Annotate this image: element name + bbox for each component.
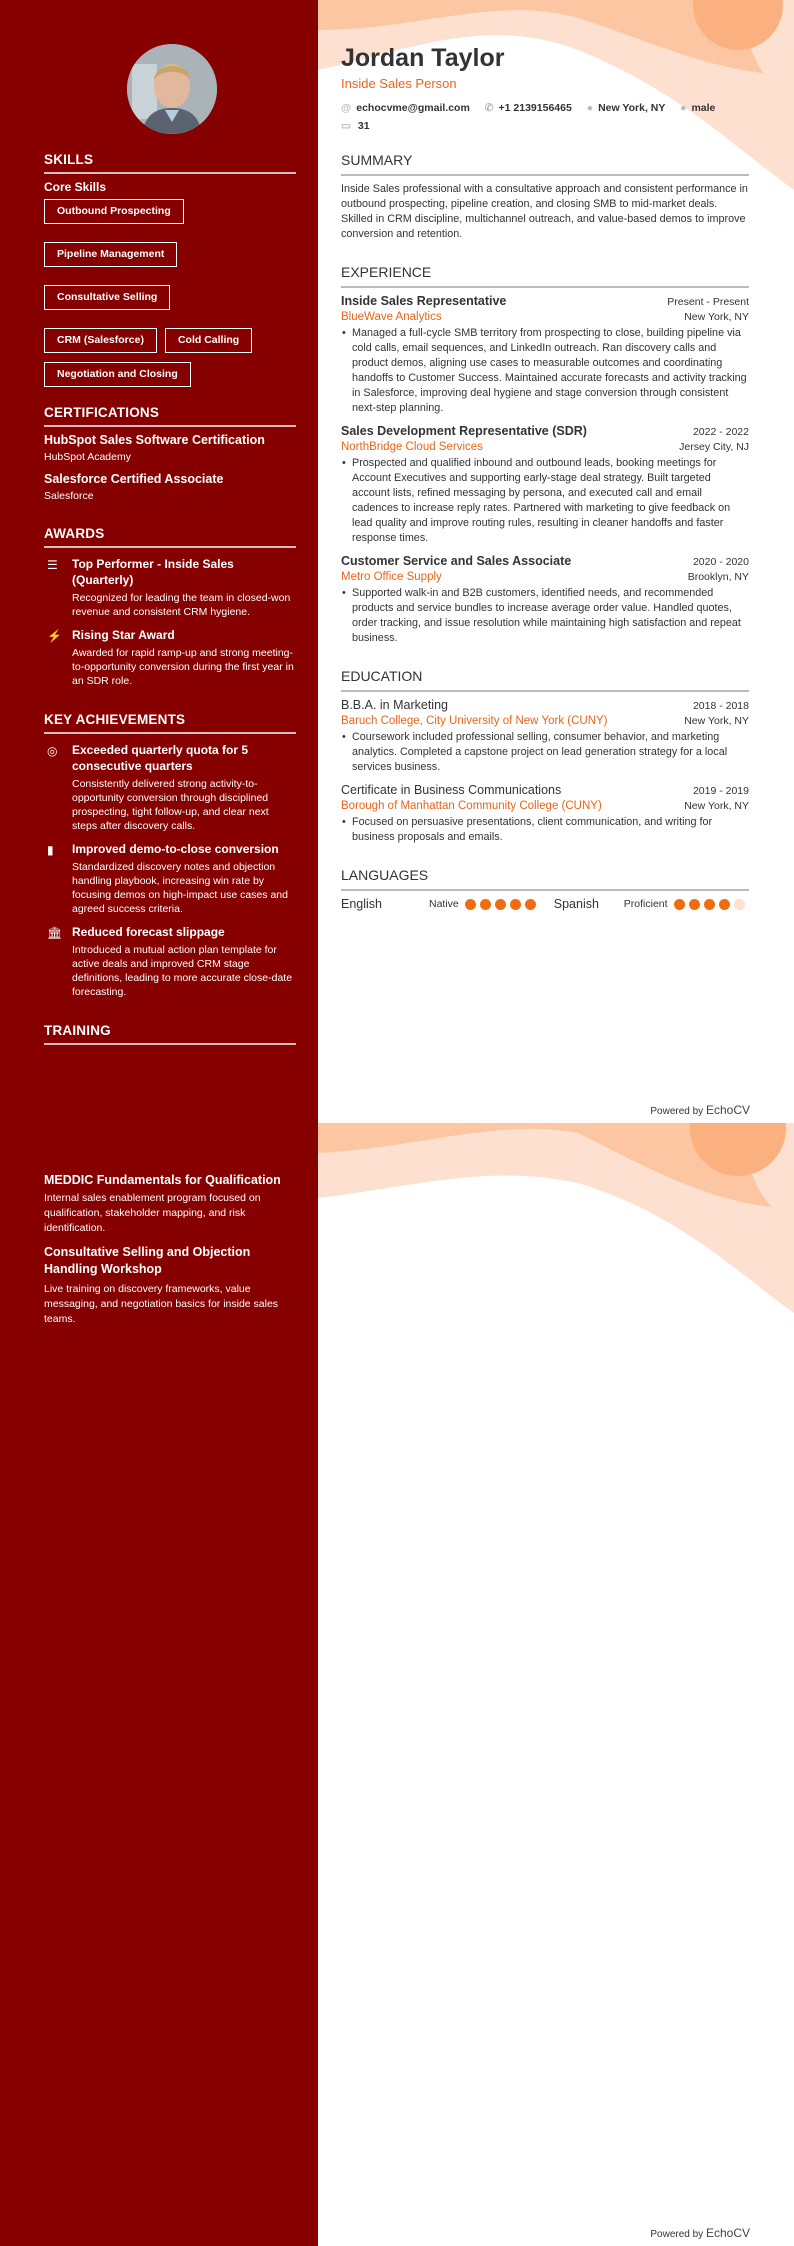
bank-icon: 🏛 (47, 926, 63, 940)
candidate-name: Jordan Taylor (341, 44, 505, 72)
rating-dot-filled (495, 899, 506, 910)
profile-photo (127, 44, 217, 134)
company-name: Metro Office Supply (341, 571, 442, 583)
gender: male (691, 102, 716, 114)
email-icon: @ (341, 102, 352, 114)
education-description: • Coursework included professional selling, consumer behavior, and marketing analytics. Completed a capstone project on lead generation strategy for a local services business. (341, 730, 749, 775)
award-title: Rising Star Award (72, 628, 175, 642)
training-heading: TRAINING (44, 1023, 296, 1045)
school-name: Baruch College, City University of New York (CUNY) (341, 715, 608, 727)
email[interactable]: echocvme@gmail.com (356, 102, 470, 114)
education-dates: 2018 - 2018 (692, 700, 749, 712)
rating-dot-filled (704, 899, 715, 910)
person-icon: ● (680, 102, 687, 114)
achievement-description: Introduced a mutual action plan template for active deals and improved CRM stage definitions, leading to more accurate close-date forecasting. (72, 944, 293, 998)
award-title: Top Performer - Inside Sales (Quarterly) (72, 557, 234, 587)
sidebar (0, 1123, 318, 2246)
training-title: Consultative Selling and Objection Handling Workshop (44, 1245, 251, 1276)
summary-heading: SUMMARY (341, 152, 749, 176)
job-location: Brooklyn, NY (687, 571, 749, 583)
sidebar (0, 0, 318, 1123)
achievement-item (44, 742, 296, 833)
skill-tag: Negotiation and Closing (44, 362, 191, 387)
awards-heading: AWARDS (44, 526, 296, 548)
training-description: Live training on discovery frameworks, value messaging, and negotiation basics for inside sales teams. (44, 1283, 279, 1325)
achievement-item (44, 924, 296, 999)
brand-link[interactable]: EchoCV (705, 1103, 750, 1117)
phone: +1 2139156465 (498, 102, 572, 114)
achievement-title: Reduced forecast slippage (72, 925, 225, 939)
degree: B.B.A. in Marketing (341, 698, 448, 712)
job-role: Customer Service and Sales Associate (341, 554, 572, 568)
certification-issuer: Salesforce (44, 490, 94, 502)
award-description: Recognized for leading the team in closed-won revenue and consistent CRM hygiene. (72, 592, 291, 618)
rating-dot-filled (480, 899, 491, 910)
experience-item (341, 294, 749, 416)
award-item (44, 556, 296, 619)
skills-section (44, 152, 296, 1051)
brand-link[interactable]: EchoCV (705, 2226, 750, 2240)
education-item (341, 698, 749, 775)
location: New York, NY (598, 102, 666, 114)
experience-item (341, 424, 749, 546)
powered-by-label: Powered by (650, 2229, 704, 2240)
skill-tag: CRM (Salesforce) (44, 328, 157, 353)
company-name: BlueWave Analytics (341, 311, 442, 323)
skill-tag: Cold Calling (165, 328, 252, 353)
certification-title: HubSpot Sales Software Certification (44, 433, 265, 447)
phone-icon: ✆ (484, 102, 494, 114)
education-item (341, 783, 749, 845)
job-description: • Managed a full-cycle SMB territory from prospecting to close, building pipeline via cold calls, email sequences, and LinkedIn outreach. Ran discovery calls and product demos, aligning use cases to measurable outcomes and coordinating handoffs to Customer Success. Maintained accurate forecasts and activity tracking in Salesforce, improving deal hygiene and stage conversion through consistent next-step planning. (341, 326, 749, 416)
age: 31 (357, 120, 370, 132)
rating-dot-filled (689, 899, 700, 910)
list-icon: ☰ (47, 558, 58, 572)
school-location: New York, NY (684, 800, 749, 812)
degree: Certificate in Business Communications (341, 783, 562, 797)
job-description: • Supported walk-in and B2B customers, identified needs, and recommended products and service bundles to increase average order value. Handled quotes, order tracking, and issue resolution while maintaining high satisfaction and repeat business. (341, 586, 749, 646)
location-icon: ● (586, 102, 594, 114)
languages-list (341, 897, 749, 911)
main-sections (341, 152, 749, 911)
certification-issuer: HubSpot Academy (44, 451, 131, 463)
achievement-description: Consistently delivered strong activity-to-opportunity conversion through disciplined prospecting, tight follow-up, and clear next steps after discovery calls. (72, 778, 269, 832)
powered-by-label: Powered by (650, 1106, 704, 1117)
rating-dot-filled (525, 899, 536, 910)
job-location: Jersey City, NJ (679, 441, 749, 453)
achievement-description: Standardized discovery notes and objection handling playbook, increasing win rate by focusing demos on high-impact use cases and agreed success criteria. (72, 861, 288, 915)
powered-by-footer (650, 2226, 750, 2240)
job-dates: 2020 - 2020 (692, 556, 749, 568)
target-icon: ◎ (47, 744, 58, 758)
school-name: Borough of Manhattan Community College (CUNY) (341, 800, 602, 812)
job-location: New York, NY (684, 311, 749, 323)
achievement-title: Improved demo-to-close conversion (72, 842, 279, 856)
language-name: English (341, 897, 382, 911)
achievement-item (44, 841, 296, 916)
training-title: MEDDIC Fundamentals for Qualification (44, 1173, 281, 1187)
languages-heading: LANGUAGES (341, 867, 749, 891)
achievement-title: Exceeded quarterly quota for 5 consecutive quarters (72, 743, 249, 773)
rating-dot-filled (510, 899, 521, 910)
language-name: Spanish (553, 897, 599, 911)
school-location: New York, NY (684, 715, 749, 727)
language-rating (465, 899, 536, 910)
language-level: Native (429, 898, 459, 910)
training-list (44, 1167, 296, 1327)
rating-dot-filled (465, 899, 476, 910)
resume-page-2 (0, 1123, 794, 2246)
rating-dot-empty (734, 899, 745, 910)
language-level: Proficient (623, 898, 668, 910)
rating-dot-filled (719, 899, 730, 910)
job-dates: Present - Present (667, 296, 749, 308)
experience-heading: EXPERIENCE (341, 264, 749, 288)
header-wave-decoration (318, 1123, 794, 1443)
company-name: NorthBridge Cloud Services (341, 441, 483, 453)
education-dates: 2019 - 2019 (692, 785, 749, 797)
contact-info (341, 99, 741, 135)
award-description: Awarded for rapid ramp-up and strong meeting-to-opportunity conversion during the first year in an SDR role. (72, 647, 294, 687)
summary-text: Inside Sales professional with a consultative approach and consistent performance in outbound prospecting, pipeline creation, and closing SMB to mid-market deals. Skilled in CRM discipline, multichannel outreach, and value-based demos to improve conversion and retention. (341, 183, 748, 240)
experience-item (341, 554, 749, 646)
education-description: • Focused on persuasive presentations, client communication, and writing for business proposals and emails. (341, 815, 749, 845)
achievements-heading: KEY ACHIEVEMENTS (44, 712, 296, 734)
job-description: • Prospected and qualified inbound and outbound leads, booking meetings for Account Executives and supporting early-stage deal strategy. Built targeted account lists, refined messaging by persona, and executed call and email cadences to increase reply rates. Partnered with marketing to give feedback on lead quality and improve routing rules, resulting in cleaner handoffs and faster response times. (341, 456, 749, 546)
job-dates: 2022 - 2022 (692, 426, 749, 438)
training-description: Internal sales enablement program focused on qualification, stakeholder mapping, and risk identification. (44, 1192, 261, 1234)
skills-heading: SKILLS (44, 152, 296, 174)
calendar-icon: ▭ (341, 120, 351, 132)
skill-tag: Outbound Prospecting (44, 199, 184, 224)
skill-tag: Consultative Selling (44, 285, 170, 310)
powered-by-footer (650, 1103, 750, 1117)
certifications-heading: CERTIFICATIONS (44, 405, 296, 427)
certification-title: Salesforce Certified Associate (44, 472, 224, 486)
language-rating (674, 899, 745, 910)
skill-tag: Pipeline Management (44, 242, 177, 267)
award-item (44, 627, 296, 688)
rating-dot-filled (674, 899, 685, 910)
skills-group-label: Core Skills (44, 180, 107, 194)
job-role: Sales Development Representative (SDR) (341, 424, 587, 438)
education-heading: EDUCATION (341, 668, 749, 692)
bolt-icon: ⚡ (47, 629, 62, 643)
document-icon: ▮ (47, 843, 54, 857)
job-title: Inside Sales Person (341, 76, 457, 91)
job-role: Inside Sales Representative (341, 294, 507, 308)
